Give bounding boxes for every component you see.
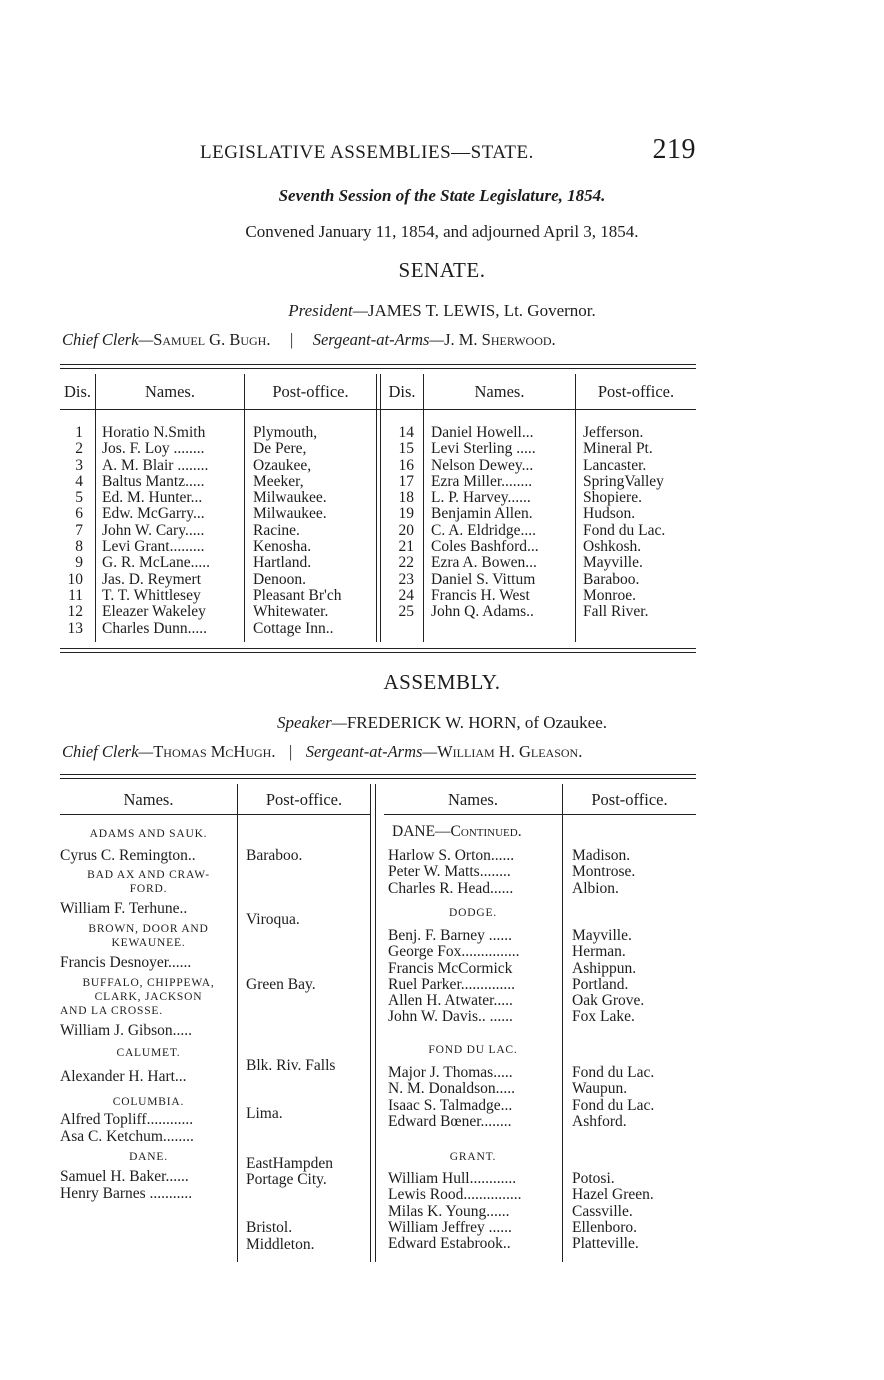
member-name: Major J. Thomas..... [388, 1064, 513, 1081]
senator-name: Ed. M. Hunter... [102, 489, 203, 507]
senator-name: Nelson Dewey... [431, 456, 534, 474]
member-name: Cyrus C. Remington.. [60, 847, 196, 864]
assembly-chief-clerk-title: Chief Clerk— [62, 742, 154, 761]
assembly-sergeant-name: William H. Gleason. [437, 742, 583, 761]
senate-heading: SENATE. [398, 258, 486, 282]
member-name: Peter W. Matts........ [388, 863, 511, 881]
post-office: Whitewater. [253, 603, 329, 621]
senate-chief-clerk-title: Chief Clerk— [62, 330, 154, 349]
post-office: Hartland. [253, 554, 312, 572]
post-office: Milwaukee. [253, 505, 327, 523]
senate-header-names-right: Names. [474, 382, 525, 401]
post-office: Ozaukee, [253, 456, 312, 474]
county-heading: DODGE. [449, 907, 497, 919]
senator-name: L. P. Harvey...... [431, 489, 531, 507]
senator-name: Jas. D. Reymert [102, 570, 202, 588]
senator-name: Levi Sterling ..... [431, 440, 536, 458]
assembly-header-rule-left [60, 814, 370, 815]
post-office: Albion. [572, 879, 619, 897]
member-name: Ruel Parker.............. [388, 975, 515, 993]
senate-officers [62, 330, 702, 350]
assembly-table-top-rule-2 [60, 778, 696, 779]
district-number: 1 [75, 424, 83, 441]
member-name: Asa C. Ketchum........ [60, 1127, 194, 1145]
dodge-post-office-column [572, 928, 644, 1026]
county-heading: FORD. [129, 883, 168, 895]
post-office: Fond du Lac. [572, 1096, 655, 1114]
district-number: 15 [398, 440, 414, 458]
post-office: EastHampden [246, 1155, 333, 1172]
post-office: Portland. [572, 975, 629, 993]
assembly-left-names-column [60, 824, 237, 1202]
senator-name: Eleazer Wakeley [102, 603, 206, 621]
senate-left-post-office-column [253, 425, 341, 637]
county-heading: DANE. [129, 1151, 168, 1163]
post-office: Oak Grove. [572, 992, 645, 1010]
assembly-officer-separator: | [288, 742, 293, 761]
post-office: Ashippun. [572, 959, 637, 977]
dodge-names-column [388, 928, 519, 1026]
assembly-heading: ASSEMBLY. [383, 670, 501, 694]
district-number: 9 [75, 554, 83, 572]
senate-vline-center-1 [376, 374, 377, 642]
assembly-speaker [0, 713, 884, 733]
district-number: 20 [398, 521, 414, 539]
district-number: 25 [398, 603, 414, 621]
member-name: Henry Barnes ........... [60, 1184, 193, 1202]
senate-vline-dis [95, 374, 96, 642]
senator-name: Jos. F. Loy ........ [102, 440, 205, 458]
district-number: 23 [398, 570, 414, 588]
member-name: Charles R. Head...... [388, 879, 514, 897]
post-office: Baraboo. [246, 847, 303, 864]
senate-vline-names [244, 374, 245, 642]
grant-names-column [388, 1171, 521, 1252]
post-office: Platteville. [572, 1235, 639, 1253]
member-name: William F. Terhune.. [60, 900, 188, 917]
senate-table-top-rule [60, 364, 696, 365]
fond-du-lac-names-column [388, 1065, 515, 1130]
senator-name: A. M. Blair ........ [102, 456, 209, 474]
district-number: 8 [75, 538, 83, 556]
member-name: Edward Estabrook.. [388, 1235, 511, 1253]
post-office: Portage City. [246, 1171, 327, 1188]
post-office: Plymouth, [253, 424, 318, 441]
convened-line: Convened January 11, 1854, and adjourned April 3, 1854. [245, 222, 639, 241]
post-office: Mayville. [572, 927, 632, 944]
assembly-chief-clerk-name: Thomas McHugh. [153, 742, 276, 761]
assembly-header-post-office-right: Post-office. [591, 790, 668, 809]
district-number: 13 [67, 619, 83, 637]
post-office: Lima. [246, 1105, 283, 1122]
member-name: N. M. Donaldson..... [388, 1080, 516, 1098]
post-office: Green Bay. [246, 976, 316, 993]
post-office: Cassville. [572, 1202, 633, 1220]
post-office: Oshkosh. [583, 538, 642, 556]
post-office: Hazel Green. [572, 1186, 654, 1204]
senator-name: Charles Dunn..... [102, 619, 208, 637]
district-number: 17 [398, 472, 414, 490]
post-office: Fond du Lac. [572, 1064, 655, 1081]
member-name: George Fox............... [388, 943, 520, 961]
president-name: JAMES T. LEWIS, Lt. Governor. [367, 301, 596, 320]
post-office: Blk. Riv. Falls [246, 1057, 336, 1074]
district-number: 2 [75, 440, 83, 458]
senator-name: Coles Bashford... [431, 538, 539, 556]
post-office: Pleasant Br'ch [253, 586, 342, 604]
member-name: William J. Gibson..... [60, 1022, 192, 1039]
speaker-title: Speaker— [276, 713, 347, 732]
running-title: LEGISLATIVE ASSEMBLIES—STATE. [200, 142, 534, 163]
district-number: 12 [67, 603, 83, 621]
senator-name: Benjamin Allen. [431, 505, 533, 523]
senator-name: Levi Grant......... [102, 538, 205, 556]
post-office: Baraboo. [583, 570, 640, 588]
member-name: Alexander H. Hart... [60, 1068, 187, 1085]
assembly-vline-center-1 [370, 784, 371, 1262]
post-office: Lancaster. [583, 456, 647, 474]
member-name: Lewis Rood............... [388, 1186, 522, 1204]
district-number: 14 [398, 424, 414, 441]
district-number: 7 [75, 521, 83, 539]
senate-president [0, 301, 884, 321]
senator-name: Baltus Mantz..... [102, 472, 205, 490]
senator-name: Daniel Howell... [431, 424, 534, 441]
post-office: Ellenboro. [572, 1218, 637, 1236]
senator-name: Ezra Miller........ [431, 472, 533, 490]
senate-table-top-rule-2 [60, 368, 696, 369]
senator-name: Edw. McGarry... [102, 505, 205, 523]
district-number: 3 [75, 456, 83, 474]
senator-name: John Q. Adams.. [431, 603, 534, 621]
member-name: Francis Desnoyer...... [60, 954, 192, 971]
district-number: 24 [398, 586, 414, 604]
county-heading: GRANT. [449, 1151, 497, 1163]
county-heading: KEWAUNEE. [111, 937, 186, 949]
post-office: Fox Lake. [572, 1008, 635, 1026]
assembly-header-names: Names. [123, 790, 174, 809]
district-number: 11 [68, 586, 83, 604]
district-number: 5 [75, 489, 83, 507]
district-number: 22 [398, 554, 414, 572]
member-name: Edward Bœner........ [388, 1112, 512, 1130]
post-office: Denoon. [253, 570, 306, 588]
post-office: Viroqua. [246, 911, 300, 928]
assembly-header-rule-right [384, 814, 696, 815]
district-number: 16 [398, 456, 414, 474]
district-number: 4 [75, 472, 83, 490]
member-name: Milas K. Young...... [388, 1202, 510, 1220]
member-name: Isaac S. Talmadge... [388, 1096, 513, 1114]
member-name: Alfred Topliff............ [60, 1111, 194, 1128]
senator-name: T. T. Whittlesey [102, 586, 201, 604]
senate-header-dis-right: Dis. [388, 382, 416, 401]
senate-right-district-column [381, 425, 414, 621]
senator-name: Daniel S. Vittum [431, 570, 536, 588]
senator-name: John W. Cary..... [102, 521, 205, 539]
senator-name: C. A. Eldridge.... [431, 521, 537, 539]
member-name: Allen H. Atwater..... [388, 992, 513, 1010]
county-heading: COLUMBIA. [112, 1096, 185, 1108]
senate-right-post-office-column [583, 425, 665, 621]
post-office: Ashford. [572, 1112, 627, 1130]
post-office: Bristol. [246, 1219, 293, 1236]
grant-post-office-column [572, 1171, 654, 1252]
county-heading: FOND DU LAC. [428, 1044, 518, 1056]
page-header [200, 134, 700, 170]
post-office: Shopiere. [583, 489, 642, 507]
senate-right-names-column [431, 425, 539, 621]
post-office: Monroe. [583, 586, 636, 604]
dane-names-column [388, 848, 514, 897]
senate-header-rule [60, 409, 696, 410]
senate-officer-separator: | [289, 330, 294, 349]
county-heading: BUFFALO, CHIPPEWA, [82, 977, 215, 989]
post-office: Meeker, [253, 472, 304, 490]
post-office: Hudson. [583, 505, 636, 523]
assembly-vline-right [562, 784, 563, 1262]
post-office: Milwaukee. [253, 489, 327, 507]
post-office: De Pere, [253, 440, 307, 458]
senator-name: G. R. McLane..... [102, 554, 211, 572]
senate-table-bottom-rule [60, 648, 696, 649]
county-heading: CLARK, JACKSON [94, 991, 203, 1003]
assembly-sergeant-title: Sergeant-at-Arms— [305, 742, 438, 761]
assembly-officers [62, 742, 702, 762]
dane-post-office-column [572, 848, 635, 897]
senate-sergeant-name: J. M. Sherwood. [444, 330, 556, 349]
district-number: 18 [398, 489, 414, 507]
post-office: Cottage Inn.. [253, 619, 334, 637]
district-number: 10 [67, 570, 83, 588]
member-name: William Jeffrey ...... [388, 1218, 512, 1236]
assembly-vline-center-2 [375, 784, 376, 1262]
county-heading-continued: DANE—Continued. [392, 823, 522, 840]
county-heading: CALUMET. [116, 1047, 181, 1059]
member-name: Francis McCormick [388, 959, 513, 977]
county-heading: BAD AX AND CRAW- [87, 869, 210, 881]
member-name: Benj. F. Barney ...... [388, 927, 513, 944]
senate-header-post-office: Post-office. [272, 382, 349, 401]
member-name: William Hull............ [388, 1170, 517, 1187]
assembly-table-top-rule [60, 774, 696, 775]
district-number: 6 [75, 505, 83, 523]
post-office: Madison. [572, 847, 631, 864]
senate-sergeant-title: Sergeant-at-Arms— [312, 330, 445, 349]
county-heading: ADAMS AND SAUK. [89, 828, 208, 840]
post-office: Jefferson. [583, 424, 644, 441]
post-office: Herman. [572, 943, 626, 961]
post-office: Waupun. [572, 1080, 628, 1098]
post-office: Mayville. [583, 554, 643, 572]
senator-name: Ezra A. Bowen... [431, 554, 537, 572]
senate-left-district-column [60, 425, 83, 637]
assembly-header-names-right: Names. [448, 790, 498, 809]
senate-left-names-column [102, 425, 210, 637]
page-number: 219 [652, 134, 696, 165]
member-name: Harlow S. Orton...... [388, 847, 515, 864]
senator-name: Francis H. West [431, 586, 530, 604]
senate-header-names: Names. [145, 382, 195, 401]
post-office: Fond du Lac. [583, 521, 666, 539]
member-name: Samuel H. Baker...... [60, 1168, 189, 1185]
post-office: Middleton. [246, 1236, 315, 1253]
senate-header-dis: Dis. [63, 382, 92, 401]
senate-header-post-office-right: Post-office. [597, 382, 675, 401]
county-heading: BROWN, DOOR AND [88, 923, 209, 935]
assembly-vline-left [237, 784, 238, 1262]
fond-du-lac-post-office-column [572, 1065, 654, 1130]
senator-name: Horatio N.Smith [102, 424, 206, 441]
assembly-header-post-office: Post-office. [265, 790, 343, 809]
district-number: 21 [398, 538, 414, 556]
post-office: Fall River. [583, 603, 649, 621]
post-office: Potosi. [572, 1170, 615, 1187]
county-heading: AND LA CROSSE. [60, 1005, 163, 1017]
post-office: Mineral Pt. [583, 440, 653, 458]
senate-vline-dis-right [423, 374, 424, 642]
post-office: Kenosha. [253, 538, 312, 556]
session-title: Seventh Session of the State Legislature, 1854. [278, 186, 606, 205]
senate-chief-clerk-name: Samuel G. Bugh. [153, 330, 271, 349]
post-office: SpringValley [583, 472, 664, 490]
speaker-name: FREDERICK W. HORN, of Ozaukee. [346, 713, 608, 732]
president-title: President— [288, 301, 368, 320]
senate-table-bottom-rule-2 [60, 652, 696, 653]
member-name: John W. Davis.. ...... [388, 1008, 513, 1026]
post-office: Montrose. [572, 863, 636, 881]
district-number: 19 [398, 505, 414, 523]
senate-vline-names-right [575, 374, 576, 642]
post-office: Racine. [253, 521, 300, 539]
